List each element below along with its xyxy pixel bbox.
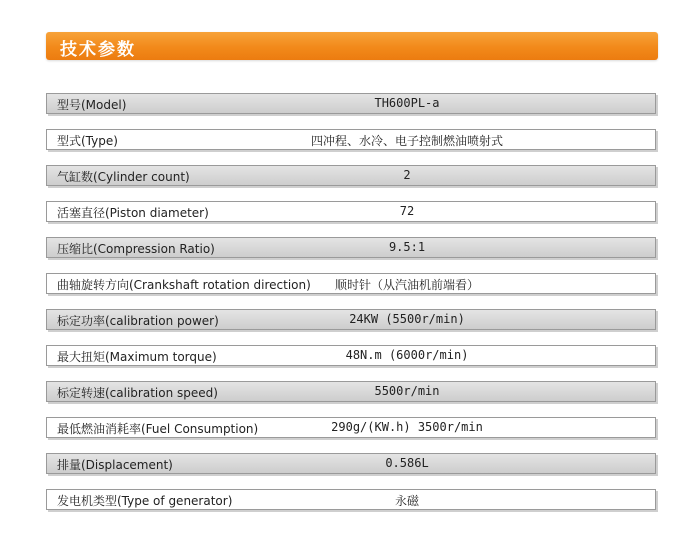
section-header [46, 32, 658, 60]
spec-label: 型号(Model) [57, 98, 127, 112]
spec-label: 标定功率(calibration power) [57, 314, 219, 328]
spec-row-displacement [46, 453, 656, 474]
spec-value: 9.5:1 [388, 240, 426, 254]
spec-row-crankshaft-direction [46, 273, 656, 294]
spec-label: 压缩比(Compression Ratio) [57, 242, 215, 256]
spec-label: 排量(Displacement) [57, 458, 173, 472]
spec-row-model [46, 93, 656, 114]
spec-label: 活塞直径(Piston diameter) [57, 206, 209, 220]
spec-label: 最大扭矩(Maximum torque) [57, 350, 217, 364]
spec-value: TH600PL-a [374, 96, 440, 110]
spec-value: 四冲程、水冷、电子控制燃油喷射式 [311, 134, 504, 148]
spec-row-piston-diameter [46, 201, 656, 222]
spec-label: 型式(Type) [57, 134, 118, 148]
section-title: 技术参数 [60, 40, 136, 60]
spec-value: 290g/(KW.h) 3500r/min [331, 420, 483, 434]
spec-row-calibration-power [46, 309, 656, 330]
spec-label: 曲轴旋转方向(Crankshaft rotation direction) [57, 278, 311, 292]
spec-label: 气缸数(Cylinder count) [57, 170, 190, 184]
spec-value: 2 [403, 168, 411, 182]
spec-row-compression-ratio [46, 237, 656, 258]
spec-value: 永磁 [395, 494, 420, 508]
spec-row-type [46, 129, 656, 150]
spec-value: 72 [399, 204, 415, 218]
spec-table [46, 93, 656, 525]
spec-value: 0.586L [385, 456, 429, 470]
spec-label: 标定转速(calibration speed) [57, 386, 218, 400]
spec-value: 24KW (5500r/min) [349, 312, 465, 326]
spec-value: 5500r/min [374, 384, 440, 398]
spec-row-calibration-speed [46, 381, 656, 402]
spec-label: 发电机类型(Type of generator) [57, 494, 233, 508]
spec-row-generator-type [46, 489, 656, 510]
spec-row-fuel-consumption [46, 417, 656, 438]
spec-value: 顺时针（从汽油机前端看） [335, 278, 480, 292]
spec-row-maximum-torque [46, 345, 656, 366]
spec-label: 最低燃油消耗率(Fuel Consumption) [57, 422, 259, 436]
spec-value: 48N.m (6000r/min) [345, 348, 469, 362]
spec-row-cylinder-count [46, 165, 656, 186]
